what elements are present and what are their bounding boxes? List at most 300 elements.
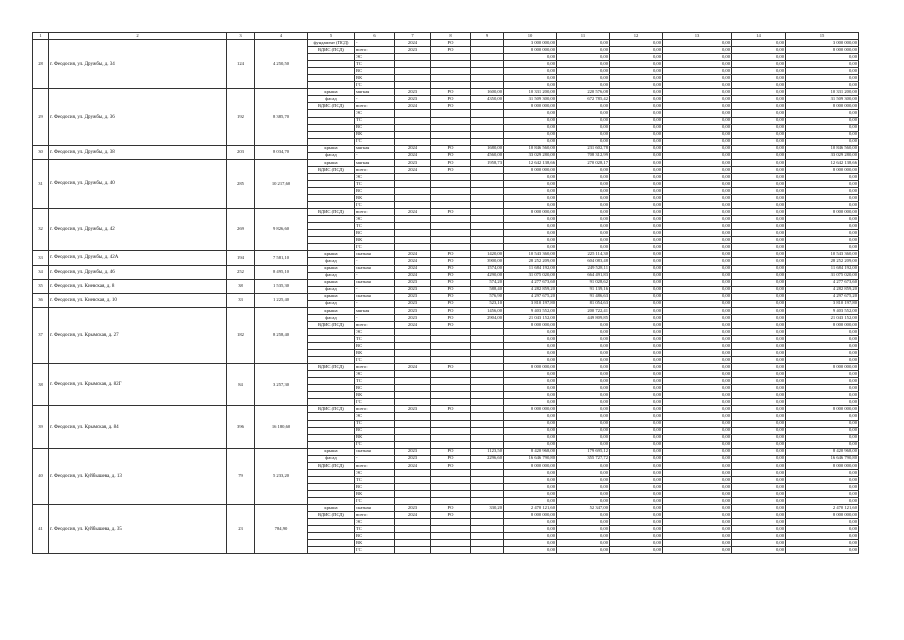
cell-volume: 330,20 <box>471 505 504 512</box>
cell-funding-source <box>431 124 471 131</box>
cell-col-14: 0,00 <box>732 540 786 547</box>
cell-total: 33 029 280,00 <box>786 152 859 159</box>
cell-col-11: 0,00 <box>557 110 610 117</box>
cell-funding-source: РО <box>431 307 471 314</box>
cell-col-11: 0,00 <box>557 476 610 483</box>
cell-col-11: 52 347,00 <box>557 505 610 512</box>
cell-funding-source <box>431 526 471 533</box>
cell-total: 0,00 <box>786 526 859 533</box>
cell-work-type <box>308 54 355 61</box>
cell-cost: 9 403 552,00 <box>504 307 557 314</box>
cell-work-type: крыша <box>308 293 355 300</box>
cell-total: 10 331 200,00 <box>786 89 859 96</box>
cell-col-14: 0,00 <box>732 293 786 300</box>
row-number: 41 <box>33 505 49 554</box>
cell-total: 0,00 <box>786 202 859 209</box>
cell-funding-source <box>431 343 471 350</box>
cell-funding-source <box>431 533 471 540</box>
cell-total: 0,00 <box>786 173 859 180</box>
cell-col-12: 0,00 <box>610 406 663 413</box>
cell-work-type: ВДИС (ПСД) <box>308 321 355 328</box>
cell-col-14: 0,00 <box>732 364 786 371</box>
cell-work-detail: всего: <box>355 364 395 371</box>
cell-col-13: 0,00 <box>663 512 732 519</box>
cell-work-type <box>308 82 355 89</box>
cell-cost: 0,00 <box>504 378 557 385</box>
cell-year <box>395 180 431 187</box>
cell-cost: 8 000 000,00 <box>504 47 557 54</box>
cell-col-14: 0,00 <box>732 159 786 166</box>
cell-col-11: 0,00 <box>557 498 610 505</box>
cell-col-12: 0,00 <box>610 54 663 61</box>
cell-col-11: 449 809,85 <box>557 314 610 321</box>
table-row <box>33 406 859 413</box>
cell-total: 0,00 <box>786 441 859 448</box>
cell-funding-source: РО <box>431 96 471 103</box>
cell-cost: 0,00 <box>504 385 557 392</box>
cell-work-type: крыша <box>308 89 355 96</box>
cell-col-13: 0,00 <box>663 343 732 350</box>
cell-cost: 31 075 020,00 <box>504 272 557 279</box>
cell-col-12: 0,00 <box>610 392 663 399</box>
cell-volume <box>471 385 504 392</box>
cell-col-11: 0,00 <box>557 82 610 89</box>
cell-col-13: 0,00 <box>663 328 732 335</box>
cell-cost: 31 509 300,00 <box>504 96 557 103</box>
table-row <box>33 265 859 272</box>
cell-work-detail: всего: <box>355 462 395 469</box>
cell-col-12: 0,00 <box>610 385 663 392</box>
cell-year <box>395 110 431 117</box>
cell-year <box>395 335 431 342</box>
cell-work-type: ВДИС (ПСД) <box>308 209 355 216</box>
cell-total: 4 297 675,20 <box>786 293 859 300</box>
cell-funding-source <box>431 223 471 230</box>
cell-col-13: 0,00 <box>663 533 732 540</box>
cell-col-13: 0,00 <box>663 519 732 526</box>
area-cell: 5 233,20 <box>255 448 308 504</box>
cell-work-detail: ЭС <box>355 173 395 180</box>
area-cell: 1 225,40 <box>255 293 308 307</box>
cell-col-11: 0,00 <box>557 371 610 378</box>
cell-col-14: 0,00 <box>732 209 786 216</box>
cell-cost: 0,00 <box>504 392 557 399</box>
cell-col-13: 0,00 <box>663 237 732 244</box>
cell-col-11: 0,00 <box>557 173 610 180</box>
cell-funding-source <box>431 385 471 392</box>
cell-col-13: 0,00 <box>663 159 732 166</box>
column-number-header-row <box>33 33 859 40</box>
cell-volume: 4350,00 <box>471 96 504 103</box>
cell-work-detail: всего: <box>355 209 395 216</box>
cell-work-detail: ГС <box>355 82 395 89</box>
cell-work-type <box>308 244 355 251</box>
cell-year: 2024 <box>395 364 431 371</box>
cell-work-detail: ВК <box>355 392 395 399</box>
cell-cost: 0,00 <box>504 350 557 357</box>
cell-volume <box>471 533 504 540</box>
cell-volume: 576,90 <box>471 293 504 300</box>
column-header-10: 10 <box>504 33 557 40</box>
cell-work-type: фасад <box>308 455 355 462</box>
cell-volume: 4560,00 <box>471 152 504 159</box>
cell-funding-source <box>431 427 471 434</box>
cell-col-14: 0,00 <box>732 498 786 505</box>
table-row <box>33 364 859 371</box>
cell-cost: 8 000 000,00 <box>504 321 557 328</box>
apartments-count: 252 <box>227 265 255 279</box>
cell-year <box>395 216 431 223</box>
cell-funding-source <box>431 491 471 498</box>
cell-col-11: 91 486,63 <box>557 293 610 300</box>
address-cell: г. Феодосия, ул. Киевская, д. 10 <box>49 293 227 307</box>
apartments-count: 203 <box>227 145 255 159</box>
row-number: 30 <box>33 145 49 159</box>
cell-cost: 0,00 <box>504 420 557 427</box>
cell-col-11: 0,00 <box>557 321 610 328</box>
cell-volume: 1958,73 <box>471 159 504 166</box>
cell-work-detail: всего: <box>355 103 395 110</box>
cell-funding-source: РО <box>431 258 471 265</box>
cell-year: 2023 <box>395 47 431 54</box>
cell-volume: 2296,60 <box>471 455 504 462</box>
cell-col-13: 0,00 <box>663 258 732 265</box>
cell-volume <box>471 47 504 54</box>
cell-work-type: крыша <box>308 448 355 455</box>
cell-volume <box>471 75 504 82</box>
cell-total: 3 000 000,00 <box>786 40 859 47</box>
cell-work-detail: - <box>355 152 395 159</box>
cell-work-type <box>308 195 355 202</box>
cell-volume <box>471 350 504 357</box>
row-number: 28 <box>33 40 49 89</box>
apartments-count: 194 <box>227 251 255 265</box>
cell-volume <box>471 441 504 448</box>
cell-total: 9 403 552,00 <box>786 307 859 314</box>
cell-col-14: 0,00 <box>732 371 786 378</box>
cell-work-type <box>308 434 355 441</box>
cell-col-13: 0,00 <box>663 103 732 110</box>
cell-year: 2024 <box>395 152 431 159</box>
cell-cost: 0,00 <box>504 54 557 61</box>
cell-work-detail: ТС <box>355 420 395 427</box>
cell-col-12: 0,00 <box>610 462 663 469</box>
cell-volume <box>471 427 504 434</box>
cell-col-12: 0,00 <box>610 166 663 173</box>
cell-funding-source: РО <box>431 505 471 512</box>
cell-col-13: 0,00 <box>663 505 732 512</box>
cell-col-11: 0,00 <box>557 406 610 413</box>
cell-total: 31 509 300,00 <box>786 96 859 103</box>
cell-volume <box>471 110 504 117</box>
cell-work-type <box>308 371 355 378</box>
cell-year <box>395 469 431 476</box>
cell-col-12: 0,00 <box>610 131 663 138</box>
cell-work-detail: ЭС <box>355 216 395 223</box>
cell-work-type: фасад <box>308 272 355 279</box>
cell-col-14: 0,00 <box>732 258 786 265</box>
cell-year <box>395 223 431 230</box>
cell-col-14: 0,00 <box>732 237 786 244</box>
cell-work-type <box>308 498 355 505</box>
cell-col-14: 0,00 <box>732 307 786 314</box>
cell-col-14: 0,00 <box>732 173 786 180</box>
cell-year: 2023 <box>395 406 431 413</box>
cell-col-11: 0,00 <box>557 357 610 364</box>
cell-col-11: 0,00 <box>557 483 610 490</box>
cell-work-detail: скатная <box>355 505 395 512</box>
cell-total: 10 543 360,00 <box>786 251 859 258</box>
cell-work-type <box>308 328 355 335</box>
cell-total: 12 642 138,66 <box>786 159 859 166</box>
cell-volume: 4290,00 <box>471 272 504 279</box>
cell-funding-source: РО <box>431 145 471 152</box>
cell-work-detail: ВК <box>355 75 395 82</box>
cell-col-14: 0,00 <box>732 244 786 251</box>
cell-work-detail: - <box>355 96 395 103</box>
cell-col-14: 0,00 <box>732 251 786 258</box>
cell-work-type <box>308 138 355 145</box>
cell-cost: 0,00 <box>504 371 557 378</box>
cell-funding-source: РО <box>431 364 471 371</box>
cell-cost: 11 684 192,00 <box>504 265 557 272</box>
cell-work-detail: ГС <box>355 498 395 505</box>
cell-total: 0,00 <box>786 230 859 237</box>
cell-col-11: 708 312,99 <box>557 152 610 159</box>
cell-cost: 0,00 <box>504 476 557 483</box>
cell-col-14: 0,00 <box>732 117 786 124</box>
cell-year: 2023 <box>395 293 431 300</box>
cell-col-14: 0,00 <box>732 166 786 173</box>
cell-work-type: ВДИС (ПСД) <box>308 166 355 173</box>
cell-total: 28 252 209,00 <box>786 258 859 265</box>
cell-year <box>395 138 431 145</box>
table-body <box>33 40 859 554</box>
cell-volume <box>471 476 504 483</box>
cell-volume <box>471 117 504 124</box>
cell-work-type <box>308 491 355 498</box>
cell-total: 0,00 <box>786 223 859 230</box>
cell-col-12: 0,00 <box>610 498 663 505</box>
table-row <box>33 505 859 512</box>
cell-col-11: 0,00 <box>557 75 610 82</box>
cell-volume <box>471 491 504 498</box>
cell-volume <box>471 124 504 131</box>
cell-funding-source <box>431 547 471 554</box>
cell-work-detail: ВК <box>355 491 395 498</box>
cell-year <box>395 350 431 357</box>
cell-total: 0,00 <box>786 540 859 547</box>
cell-work-detail: ГС <box>355 202 395 209</box>
cell-col-12: 0,00 <box>610 244 663 251</box>
cell-col-12: 0,00 <box>610 265 663 272</box>
cell-cost: 0,00 <box>504 173 557 180</box>
cell-col-12: 0,00 <box>610 300 663 307</box>
cell-col-11: 604 083,48 <box>557 258 610 265</box>
cell-work-type <box>308 519 355 526</box>
cell-col-11: 0,00 <box>557 547 610 554</box>
cell-col-12: 0,00 <box>610 512 663 519</box>
cell-year <box>395 68 431 75</box>
cell-total: 8 000 000,00 <box>786 47 859 54</box>
address-cell: г. Феодосия, ул. Куйбышева, д. 13 <box>49 448 227 504</box>
cell-col-14: 0,00 <box>732 195 786 202</box>
cell-volume <box>471 166 504 173</box>
cell-cost: 3 810 197,80 <box>504 300 557 307</box>
cell-work-type <box>308 124 355 131</box>
cell-volume <box>471 364 504 371</box>
cell-year <box>395 187 431 194</box>
cell-funding-source <box>431 131 471 138</box>
cell-col-14: 0,00 <box>732 230 786 237</box>
cell-col-14: 0,00 <box>732 343 786 350</box>
cell-col-11: 0,00 <box>557 68 610 75</box>
cell-col-14: 0,00 <box>732 54 786 61</box>
cell-work-detail: ВС <box>355 187 395 194</box>
cell-col-12: 0,00 <box>610 61 663 68</box>
cell-col-13: 0,00 <box>663 82 732 89</box>
cell-year <box>395 131 431 138</box>
cell-col-11: 0,00 <box>557 216 610 223</box>
cell-total: 0,00 <box>786 54 859 61</box>
cell-total: 0,00 <box>786 392 859 399</box>
cell-year <box>395 434 431 441</box>
cell-col-11: 0,00 <box>557 427 610 434</box>
cell-work-type <box>308 413 355 420</box>
cell-year <box>395 483 431 490</box>
cell-col-11: 0,00 <box>557 202 610 209</box>
cell-funding-source: РО <box>431 40 471 47</box>
cell-work-detail: - <box>355 286 395 293</box>
cell-col-11: 0,00 <box>557 61 610 68</box>
column-header-1: 1 <box>33 33 49 40</box>
area-cell: 4 250,50 <box>255 40 308 89</box>
cell-col-14: 0,00 <box>732 279 786 286</box>
cell-col-11: 0,00 <box>557 378 610 385</box>
cell-cost: 0,00 <box>504 131 557 138</box>
cell-col-11: 0,00 <box>557 343 610 350</box>
cell-volume: 1600,00 <box>471 89 504 96</box>
cell-funding-source: РО <box>431 265 471 272</box>
cell-col-11: 0,00 <box>557 533 610 540</box>
cell-total: 0,00 <box>786 328 859 335</box>
cell-work-type <box>308 378 355 385</box>
cell-col-13: 0,00 <box>663 47 732 54</box>
cell-total: 0,00 <box>786 547 859 554</box>
table-row <box>33 448 859 455</box>
column-header-15: 15 <box>786 33 859 40</box>
cell-cost: 0,00 <box>504 180 557 187</box>
table-row <box>33 89 859 96</box>
cell-funding-source: РО <box>431 314 471 321</box>
cell-col-12: 0,00 <box>610 413 663 420</box>
cell-col-11: 0,00 <box>557 519 610 526</box>
cell-total: 8 000 000,00 <box>786 512 859 519</box>
cell-funding-source: РО <box>431 300 471 307</box>
cell-col-14: 0,00 <box>732 145 786 152</box>
cell-col-12: 0,00 <box>610 293 663 300</box>
cell-col-12: 0,00 <box>610 180 663 187</box>
cell-cost: 0,00 <box>504 237 557 244</box>
cell-funding-source: РО <box>431 103 471 110</box>
cell-cost: 8 000 000,00 <box>504 512 557 519</box>
cell-year: 2023 <box>395 159 431 166</box>
cell-col-14: 0,00 <box>732 89 786 96</box>
cell-funding-source <box>431 371 471 378</box>
cell-work-type: крыша <box>308 251 355 258</box>
cell-col-13: 0,00 <box>663 152 732 159</box>
cell-year <box>395 357 431 364</box>
cell-col-13: 0,00 <box>663 434 732 441</box>
cell-funding-source <box>431 357 471 364</box>
cell-volume <box>471 131 504 138</box>
cell-funding-source <box>431 68 471 75</box>
cell-year <box>395 540 431 547</box>
cell-work-type: ВДИС (ПСД) <box>308 512 355 519</box>
area-cell: 8 034,70 <box>255 145 308 159</box>
cell-work-detail: ВС <box>355 124 395 131</box>
cell-funding-source <box>431 187 471 194</box>
cell-col-13: 0,00 <box>663 526 732 533</box>
cell-cost: 0,00 <box>504 124 557 131</box>
row-number: 32 <box>33 209 49 251</box>
apartments-count: 38 <box>227 279 255 293</box>
cell-col-13: 0,00 <box>663 540 732 547</box>
cell-funding-source <box>431 117 471 124</box>
cell-col-13: 0,00 <box>663 195 732 202</box>
cell-volume <box>471 54 504 61</box>
cell-funding-source <box>431 498 471 505</box>
row-number: 40 <box>33 448 49 504</box>
cell-col-14: 0,00 <box>732 40 786 47</box>
cell-col-12: 0,00 <box>610 469 663 476</box>
cell-cost: 0,00 <box>504 427 557 434</box>
cell-year <box>395 491 431 498</box>
area-cell: 8 495,10 <box>255 265 308 279</box>
cell-col-12: 0,00 <box>610 279 663 286</box>
cell-total: 31 075 020,00 <box>786 272 859 279</box>
cell-volume <box>471 547 504 554</box>
apartments-count: 192 <box>227 89 255 145</box>
cell-funding-source <box>431 476 471 483</box>
cell-col-12: 0,00 <box>610 159 663 166</box>
cell-col-14: 0,00 <box>732 216 786 223</box>
table-row <box>33 279 859 286</box>
cell-volume <box>471 216 504 223</box>
cell-volume <box>471 378 504 385</box>
column-header-4: 4 <box>255 33 308 40</box>
cell-work-type: фасад <box>308 314 355 321</box>
cell-col-14: 0,00 <box>732 427 786 434</box>
cell-col-12: 0,00 <box>610 371 663 378</box>
cell-col-12: 0,00 <box>610 286 663 293</box>
cell-col-13: 0,00 <box>663 265 732 272</box>
cell-col-14: 0,00 <box>732 286 786 293</box>
address-cell: г. Феодосия, ул. Дружбы, д. 38 <box>49 145 227 159</box>
cell-total: 0,00 <box>786 335 859 342</box>
area-cell: 8 258,40 <box>255 307 308 363</box>
cell-work-type: ВДИС (ПСД) <box>308 103 355 110</box>
cell-funding-source: РО <box>431 47 471 54</box>
cell-year: 2024 <box>395 251 431 258</box>
cell-col-14: 0,00 <box>732 462 786 469</box>
cell-total: 0,00 <box>786 420 859 427</box>
cell-col-14: 0,00 <box>732 533 786 540</box>
cell-col-14: 0,00 <box>732 103 786 110</box>
cell-work-type <box>308 110 355 117</box>
cell-col-14: 0,00 <box>732 357 786 364</box>
apartments-count: 182 <box>227 307 255 363</box>
